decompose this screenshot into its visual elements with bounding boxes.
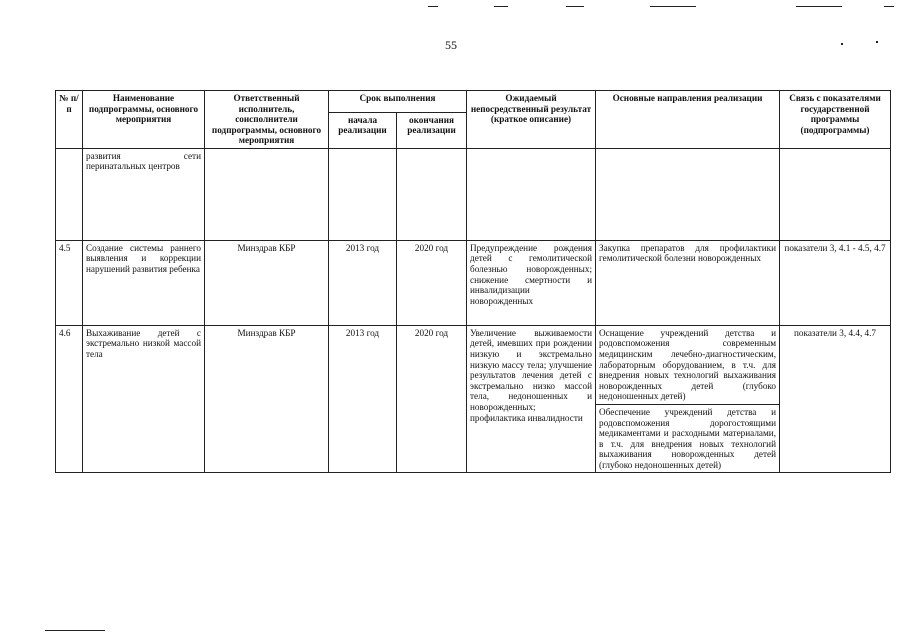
- program-table: [55, 90, 891, 473]
- cell-num: 4.6: [56, 325, 83, 473]
- cell-executor: [205, 148, 329, 240]
- cell-link: показатели 3, 4.4, 4.7: [780, 325, 891, 473]
- cell-link: показатели 3, 4.1 - 4.5, 4.7: [780, 240, 891, 325]
- cell-num: 4.5: [56, 240, 83, 325]
- table-row: [56, 240, 891, 325]
- cell-directions: [596, 240, 780, 325]
- cell-name: развития сети перинатальных центров: [83, 148, 205, 240]
- scan-mark: [650, 6, 696, 7]
- header-result: Ожидаемый непосредственный результат (краткое описание): [467, 91, 596, 149]
- direction-item: Обеспечение учреждений детства и родовспоможения дорогостоящими медикаментами и расходными материалами, в т.ч. для внедрения новых технологий выхаживания новорожденных детей (глубоко недоношенных детей): [596, 404, 779, 472]
- footnote-divider: [45, 630, 105, 631]
- cell-start: [329, 148, 397, 240]
- cell-start: 2013 год: [329, 325, 397, 473]
- scan-dot: [876, 41, 878, 43]
- cell-result: [467, 148, 596, 240]
- cell-link: [780, 148, 891, 240]
- scan-mark: [796, 6, 842, 7]
- cell-executor: Минздрав КБР: [205, 240, 329, 325]
- cell-name: Выхаживание детей с экстремально низкой массой тела: [83, 325, 205, 473]
- cell-num: [56, 148, 83, 240]
- cell-end: 2020 год: [397, 325, 467, 473]
- header-term: Срок выполнения: [329, 91, 467, 113]
- cell-directions: [596, 325, 780, 473]
- header-directions: Основные направления реализации: [596, 91, 780, 149]
- scan-dot: [841, 43, 843, 45]
- cell-result: Предупреждение рождения детей с гемолитической болезнью новорожденных; снижение смертности и инвалидизации новорожденных: [467, 240, 596, 325]
- scan-mark: [494, 6, 508, 7]
- cell-result: Увеличение выживаемости детей, имевших при рождении низкую и экстремально низкую массу тела; улучшение результатов лечения детей с экстремально низко массой тела, недоношенных и новорожденных; профилактика инвалидности: [467, 325, 596, 473]
- header-term-start: начала реализации: [329, 112, 397, 148]
- header-name: Наименование подпрограммы, основного мероприятия: [83, 91, 205, 149]
- cell-name: Создание системы раннего выявления и коррекции нарушений развития ребенка: [83, 240, 205, 325]
- cell-start: 2013 год: [329, 240, 397, 325]
- direction-item: Оснащение учреждений детства и родовспоможения современным медицинским лечебно-диагностическим, лабораторным оборудованием, в т.ч. для внедрения новых технологий выхаживания новорожденных детей (глубоко недоношенных детей): [599, 327, 777, 402]
- scan-mark: [428, 6, 438, 7]
- scan-mark: [884, 6, 894, 7]
- scan-mark: [566, 6, 584, 7]
- header-executor: Ответственный исполнитель, соисполнители подпрограммы, основного мероприятия: [205, 91, 329, 149]
- table-row: [56, 325, 891, 473]
- cell-end: 2020 год: [397, 240, 467, 325]
- direction-item: Закупка препаратов для профилактики гемолитической болезни новорожденных: [599, 242, 777, 264]
- cell-executor: Минздрав КБР: [205, 325, 329, 473]
- page-number: 55: [445, 38, 457, 52]
- header-term-end: окончания реализации: [397, 112, 467, 148]
- cell-directions: [596, 148, 780, 240]
- table-row: [56, 148, 891, 240]
- header-link: Связь с показателями государственной программы (подпрограммы): [780, 91, 891, 149]
- header-num: № п/п: [56, 91, 83, 149]
- cell-end: [397, 148, 467, 240]
